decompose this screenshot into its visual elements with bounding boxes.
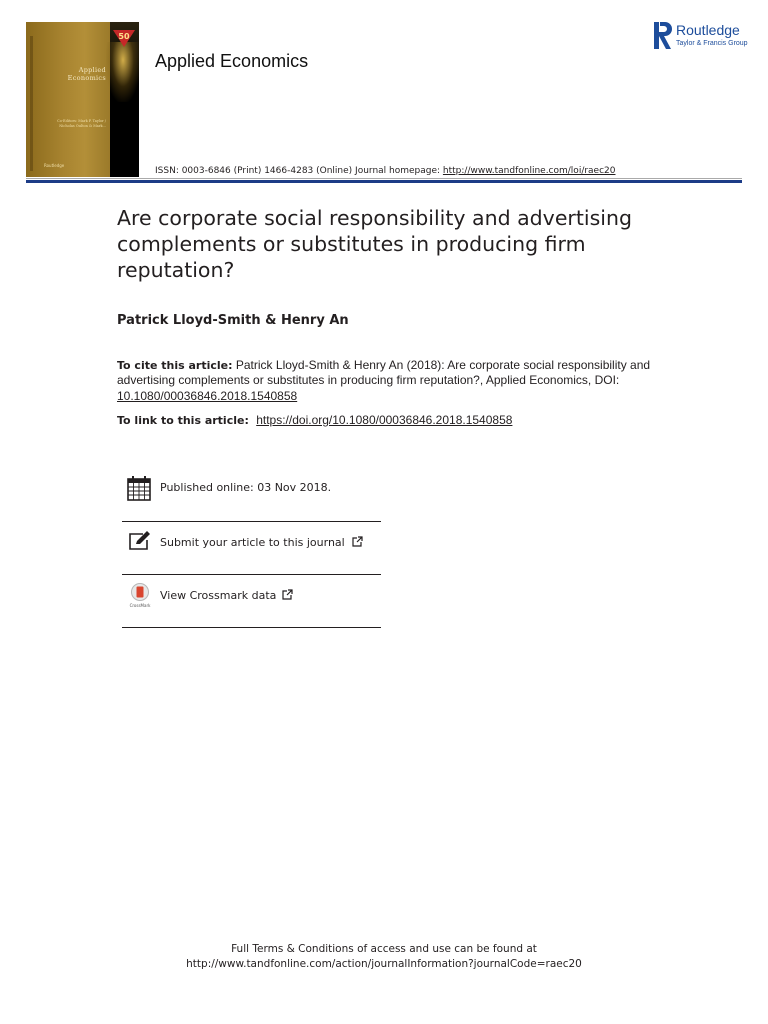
external-link-icon [282,589,293,600]
footer-terms [0,942,768,972]
divider [122,574,381,575]
issn-line: ISSN: 0003-6846 (Print) 1466-4283 (Online) Journal homepage: http://www.tandfonline.com/loi/raec20 [155,166,616,176]
article-link-block [117,413,512,427]
external-link-icon [352,536,363,547]
header-divider [26,180,742,183]
crossmark-icon[interactable] [128,583,152,602]
crossmark-link[interactable]: View Crossmark data [160,589,293,602]
published-date: Published online: 03 Nov 2018. [160,481,332,494]
publisher-name: Routledge [676,22,740,38]
citation-block [117,358,657,404]
svg-text:50: 50 [118,32,130,41]
journal-homepage-link[interactable]: http://www.tandfonline.com/loi/raec20 [442,166,616,176]
footer-terms-link[interactable]: http://www.tandfonline.com/action/journalInformation?journalCode=raec20 [186,958,582,970]
submit-article-link[interactable]: Submit your article to this journal [160,536,363,549]
publisher-subtitle: Taylor & Francis Group [676,40,748,47]
footer-line-1: Full Terms & Conditions of access and use can be found at [231,943,537,955]
cover-publisher: Routledge [44,163,65,168]
calendar-icon [127,476,151,501]
divider [122,627,381,628]
header-divider-thin [26,178,742,179]
cover-title: Applied Economics [67,66,106,82]
article-doi-link[interactable]: https://doi.org/10.1080/00036846.2018.1540858 [256,413,513,427]
article-link-label: To link to this article: [117,414,249,427]
citation-doi-link[interactable]: 10.1080/00036846.2018.1540858 [117,388,298,403]
edit-icon[interactable] [128,530,152,550]
crossmark-caption: CrossMark [129,603,151,608]
divider [122,521,381,522]
article-authors: Patrick Lloyd-Smith & Henry An [117,313,349,328]
journal-name: Applied Economics [155,51,309,71]
anniversary-badge-icon [113,27,135,49]
journal-cover-image [26,22,139,177]
citation-label: To cite this article: [117,359,233,372]
article-title: Are corporate social responsibility and advertising complements or substitutes in producing firm reputation? [117,206,632,282]
citation-text: Patrick Lloyd-Smith & Henry An (2018): Are corporate social responsibility and advertising complements or substitutes in producing firm reputation?, Applied Economics, DOI: [117,358,651,388]
routledge-logo-icon [654,22,672,49]
cover-editors: Co-Editors: Mark P. Taylor / Nicholas Oulton & Mark... [57,119,106,128]
